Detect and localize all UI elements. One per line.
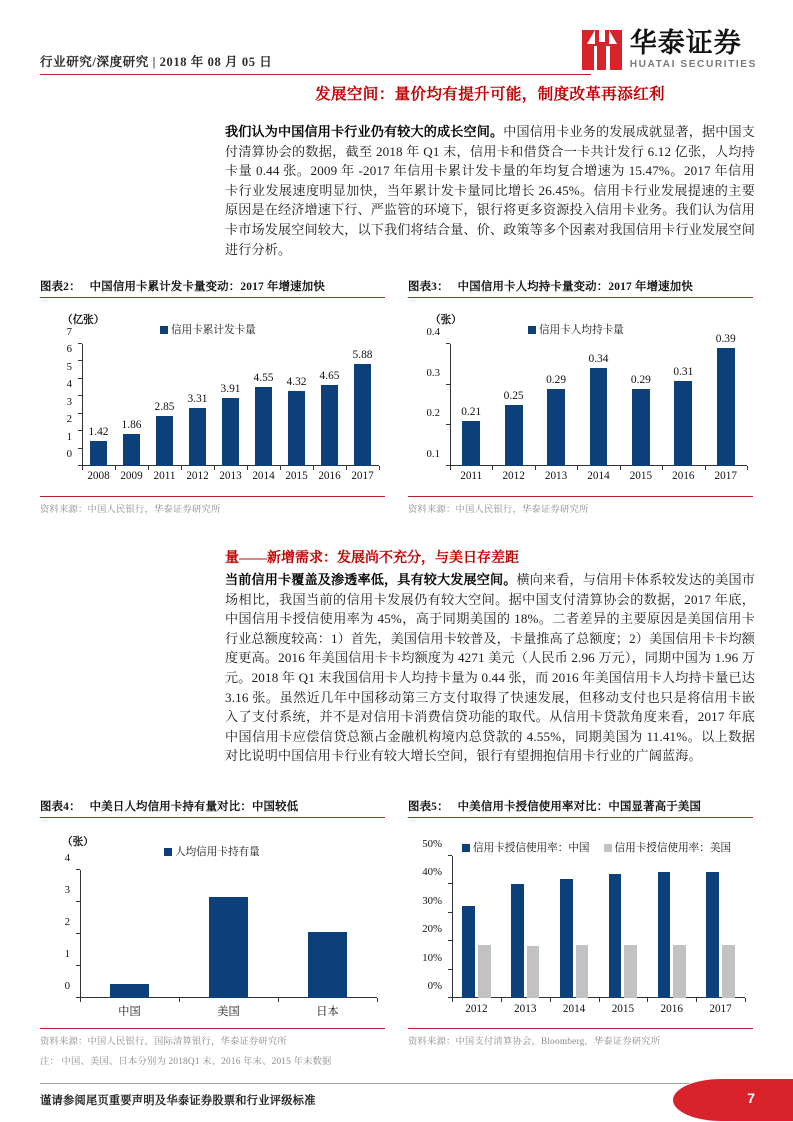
- y-tick-label: 20%: [422, 923, 442, 936]
- bar-group: [577, 344, 619, 466]
- x-tick-label: 2014: [252, 470, 275, 482]
- bar: [220, 382, 241, 466]
- bar: [253, 371, 274, 466]
- bar-value-label: 0.29: [630, 373, 651, 386]
- exhibit-2-source: 资料来源：中国人民银行，华泰证券研究所: [40, 496, 385, 515]
- x-tick-label: 2008: [87, 470, 110, 482]
- section-1-lead: 我们认为中国信用卡行业仍有较大的成长空间。: [225, 124, 504, 139]
- x-tick-label: 2014: [562, 1003, 586, 1015]
- bar-group: [247, 344, 280, 466]
- page-header: [40, 22, 757, 82]
- bar-value-label: 0.39: [715, 333, 736, 346]
- chart4-legend-label-0: 人均信用卡持有量: [175, 847, 260, 858]
- exhibit-5-number: 图表5：: [408, 801, 449, 813]
- bar-value-label: 0.25: [503, 390, 524, 402]
- x-tick-mark: [747, 466, 748, 470]
- section-2-lead: 当前信用卡覆盖及渗透率低，具有较大发展空间。: [225, 572, 517, 587]
- logo-english-name: HUATAI SECURITIES: [629, 58, 757, 70]
- exhibit-5-header: [408, 798, 753, 818]
- bar: [673, 945, 686, 998]
- bar-value-label: 0.34: [588, 353, 609, 366]
- chart5-legend: [462, 840, 741, 855]
- footer-divider: [40, 1083, 757, 1084]
- bar-value-label: 4.32: [286, 375, 307, 388]
- exhibit-chart3: [408, 278, 753, 515]
- x-tick-label: 2012: [186, 470, 209, 482]
- bar: [588, 353, 609, 466]
- brand-logo: [582, 22, 757, 78]
- exhibit-4-header: [40, 798, 385, 818]
- x-tick-label: 2009: [120, 470, 143, 482]
- bar: [546, 373, 567, 466]
- bar: [352, 348, 373, 466]
- section-2-body: 横向来看，与信用卡体系较发达的美国市场相比，我国当前的信用卡发展仍有较大空间。据中国支付清算协会的数据，2017 年底，中国信用卡授信使用率为 45%，高于同期美国的 18%。二者差异的主要原因是美国信用卡行业总额度较高：1）首先，美国信用卡较普及，卡量推高了总额度；2）美国信用卡卡均额度更高。2016 年美国信用卡卡均额度为 4271 美元（人民币 2.96 万元），同期中国为 1.96 万元。2018 年 Q1 末我国信用卡人均持卡量为 0.44 张，而 2016 年美国信用卡人均持卡量已达 3.16 张。虽然近几年中国移动第三方支付取得了快速发展，但移动支付也只是将信用卡嵌入了支付系统，并不是对信用卡消费信贷功能的取代。从信用卡贷款角度来看，2017 年底中国信用卡应偿信贷总额占金融机构境内总贷款的 4.55%，同期美国为 11.41%。以上数据对比说明中国信用卡行业有较大增长空间，银行有望拥抱信用卡行业的广阔蓝海。: [225, 572, 755, 764]
- chart4-unit-label: （张）: [62, 837, 94, 848]
- bar: [630, 373, 651, 466]
- bar: [462, 906, 475, 998]
- chart3-x-labels: [450, 470, 747, 482]
- x-tick-label: 2012: [465, 1003, 488, 1015]
- exhibit-5-body: [408, 818, 753, 1028]
- bar: [715, 333, 736, 466]
- exhibit-4-source: 资料来源：中国人民银行，国际清算银行，华泰证券研究所: [40, 1028, 385, 1047]
- bar: [88, 426, 109, 466]
- y-tick-label: 0.3: [426, 366, 440, 379]
- x-tick-label: 2013: [514, 1003, 537, 1015]
- bar-group: [705, 333, 747, 466]
- y-tick-label: 5: [66, 360, 72, 373]
- y-tick-label: 4: [66, 378, 72, 391]
- exhibit-3-body: [408, 298, 753, 496]
- bar: [286, 375, 307, 466]
- exhibit-chart2: [40, 278, 385, 515]
- bar: [722, 945, 735, 998]
- bar-group: [80, 870, 179, 998]
- bar: [576, 945, 589, 998]
- bar-group: [280, 344, 313, 466]
- x-tick-label: 中国: [118, 1006, 141, 1018]
- bar-group: [115, 344, 148, 466]
- x-tick-label: 2015: [611, 1003, 635, 1015]
- x-tick-label: 2013: [544, 470, 568, 482]
- x-tick-label: 2016: [672, 470, 695, 482]
- y-tick-label: 6: [66, 343, 72, 356]
- bar-group: [148, 344, 181, 466]
- exhibit-2-header: [40, 278, 385, 298]
- bar: [308, 932, 348, 998]
- x-tick-label: 2015: [285, 470, 308, 482]
- bar-group: [620, 344, 662, 466]
- exhibit-4-title: 中美日人均信用卡持有量对比：中国较低: [89, 801, 299, 813]
- x-tick-mark: [696, 998, 697, 1002]
- bar-group: [550, 856, 599, 998]
- chart3-bars: [450, 333, 747, 466]
- exhibit-chart5: [408, 798, 753, 1047]
- chart5-x-labels: [452, 1003, 745, 1015]
- exhibit-4-number: 图表4：: [40, 801, 81, 813]
- bar: [609, 874, 622, 998]
- x-tick-mark: [278, 998, 279, 1002]
- x-tick-mark: [377, 998, 378, 1002]
- section-1-paragraph: [225, 122, 755, 259]
- chart5-legend-label-0: 信用卡授信使用率：中国: [473, 843, 590, 854]
- chart2-unit-label: （亿张）: [62, 315, 105, 326]
- y-tick-label: 0: [64, 980, 70, 992]
- x-tick-label: 2017: [714, 470, 737, 482]
- x-tick-mark: [745, 998, 746, 1002]
- bar: [511, 884, 524, 998]
- y-tick-label: 50%: [422, 838, 442, 850]
- bar-group: [179, 870, 278, 998]
- bar-group: [662, 344, 704, 466]
- chart2-x-labels: [82, 470, 379, 482]
- exhibit-4-body: [40, 818, 385, 1028]
- y-tick-label: 7: [66, 326, 72, 338]
- section-1-body: 中国信用卡业务的发展成就显著，据中国支付清算协会的数据，截至 2018 年 Q1 末，信用卡和借贷合一卡共计发行 6.12 亿张，人均持卡量 0.44 张。2009 年 -2017 年信用卡累计发卡量的年均复合增速为 15.47%。2017 年信用卡行业发展速度明显加快，当年累计发卡量同比增长 26.45%。信用卡行业发展提速的主要原因是在经济增速下行、严监管的环境下，银行将更多资源投入信用卡业务。我们认为信用卡市场发展空间较大，以下我们将结合量、价、政策等多个因素对我国信用卡行业发展空间进行分析。: [225, 124, 755, 257]
- bar: [209, 897, 249, 998]
- bar: [560, 879, 573, 998]
- y-tick-label: 2: [66, 413, 72, 426]
- x-tick-mark: [452, 998, 453, 1002]
- y-tick-label: 0%: [427, 980, 442, 992]
- bar-group: [450, 344, 492, 466]
- exhibit-3-number: 图表3：: [408, 281, 449, 293]
- chart5-bars: [452, 856, 745, 998]
- x-tick-label: 2011: [153, 470, 176, 482]
- bar-group: [535, 344, 577, 466]
- bar-group: [313, 344, 346, 466]
- bar-value-label: 0.29: [546, 373, 567, 386]
- x-tick-label: 2015: [629, 470, 653, 482]
- footer-disclaimer: 谨请参阅尾页重要声明及华泰证券股票和行业评级标准: [40, 1095, 316, 1107]
- bar-group: [492, 344, 534, 466]
- x-tick-label: 日本: [316, 1006, 339, 1018]
- x-tick-label: 美国: [217, 1006, 240, 1018]
- breadcrumb: 行业研究/深度研究 | 2018 年 08 月 05 日: [40, 55, 273, 69]
- bar-value-label: 0.21: [461, 406, 482, 419]
- bar-value-label: 3.31: [187, 393, 208, 406]
- exhibit-2-title: 中国信用卡累计发卡量变动：2017 年增速加快: [89, 281, 325, 293]
- bar: [673, 365, 694, 466]
- y-tick-label: 0.1: [426, 448, 440, 460]
- section-1-title: 发展空间：量价均有提升可能，制度改革再添红利: [315, 86, 665, 103]
- bar-value-label: 4.65: [319, 369, 340, 382]
- x-tick-mark: [550, 998, 551, 1002]
- exhibit-chart4: [40, 798, 385, 1067]
- y-tick-label: 1: [64, 948, 70, 960]
- chart2-legend: [160, 322, 266, 337]
- bar: [658, 872, 671, 998]
- chart4-x-labels: [80, 1003, 377, 1019]
- page-number: 7: [747, 1090, 755, 1106]
- x-tick-mark: [80, 998, 81, 1002]
- exhibit-3-header: [408, 278, 753, 298]
- y-tick-label: 10%: [422, 951, 442, 964]
- bar: [624, 945, 637, 998]
- x-tick-label: 2017: [709, 1003, 732, 1015]
- y-tick-label: 3: [64, 884, 70, 896]
- bar-value-label: 4.55: [253, 371, 274, 384]
- exhibit-4-note: 注： 中国、美国、日本分别为 2018Q1 末、2016 年末、2015 年末数据: [40, 1057, 332, 1067]
- x-tick-label: 2016: [660, 1003, 683, 1015]
- chart5-legend-label-1: 信用卡授信使用率：美国: [614, 843, 732, 854]
- bar-group: [82, 344, 115, 466]
- logo-chinese-name: 华泰证券: [629, 27, 742, 58]
- y-tick-label: 1: [66, 430, 72, 443]
- chart4-legend: [164, 844, 270, 859]
- bar: [503, 390, 524, 466]
- bar: [706, 872, 719, 998]
- exhibit-2-body: [40, 298, 385, 496]
- y-tick-label: 4: [64, 852, 70, 864]
- bar-value-label: 0.31: [673, 365, 694, 378]
- bar: [187, 393, 208, 466]
- x-tick-label: 2012: [502, 470, 525, 482]
- exhibit-3-title: 中国信用卡人均持卡量变动：2017 年增速加快: [457, 281, 693, 293]
- bar-value-label: 3.91: [220, 382, 241, 395]
- x-tick-mark: [599, 998, 600, 1002]
- bar: [121, 418, 142, 466]
- bar-group: [598, 856, 647, 998]
- x-tick-label: 2017: [351, 470, 374, 482]
- bar-value-label: 1.42: [88, 426, 109, 439]
- y-tick-label: 0.4: [426, 326, 440, 338]
- chart4-x-ticks: [80, 998, 377, 1002]
- bar-group: [501, 856, 550, 998]
- bar-group: [647, 856, 696, 998]
- y-tick-label: 40%: [422, 866, 442, 879]
- huatai-logo-icon: [582, 30, 622, 70]
- chart2-legend-label-0: 信用卡累计发卡量: [171, 325, 256, 336]
- bar-group: [181, 344, 214, 466]
- y-tick-label: 0.2: [426, 407, 440, 420]
- section-2-paragraph: [225, 570, 755, 766]
- exhibit-3-source: 资料来源：中国人民银行，华泰证券研究所: [408, 496, 753, 515]
- bar-group: [696, 856, 745, 998]
- bar: [527, 946, 540, 998]
- y-tick-label: 30%: [422, 894, 442, 907]
- x-tick-label: 2016: [318, 470, 341, 482]
- header-divider: [40, 74, 591, 75]
- bar: [110, 984, 150, 998]
- bar-value-label: 2.85: [154, 401, 175, 414]
- bar-group: [346, 344, 379, 466]
- x-tick-label: 2011: [460, 470, 483, 482]
- x-tick-mark: [179, 998, 180, 1002]
- chart5-x-ticks: [452, 998, 745, 1002]
- bar: [319, 369, 340, 466]
- x-tick-mark: [379, 466, 380, 470]
- page-number-tab: [673, 1079, 793, 1121]
- x-tick-label: 2013: [219, 470, 242, 482]
- chart4-bars: [80, 870, 377, 998]
- chart2-bars: [82, 344, 379, 466]
- y-tick-label: 2: [64, 916, 70, 928]
- bar: [154, 401, 175, 466]
- y-tick-label: 0: [66, 448, 72, 460]
- x-tick-label: 2014: [587, 470, 610, 482]
- x-tick-mark: [647, 998, 648, 1002]
- bar-group: [214, 344, 247, 466]
- x-tick-mark: [501, 998, 502, 1002]
- chart3-unit-label: （张）: [430, 315, 462, 326]
- bar: [461, 406, 482, 466]
- chart3-legend: [528, 322, 634, 337]
- chart3-legend-label-0: 信用卡人均持卡量: [539, 325, 624, 336]
- section-2-title: 量——新增需求：发展尚不充分，与美日存差距: [225, 551, 519, 566]
- y-tick-label: 3: [66, 395, 72, 408]
- bar-group: [278, 870, 377, 998]
- exhibit-5-source: 资料来源：中国支付清算协会，Bloomberg，华泰证券研究所: [408, 1028, 753, 1047]
- exhibit-2-number: 图表2：: [40, 281, 81, 293]
- bar: [478, 945, 491, 998]
- bar-group: [452, 856, 501, 998]
- bar-value-label: 5.88: [352, 348, 373, 361]
- exhibit-5-title: 中美信用卡授信使用率对比：中国显著高于美国: [457, 801, 702, 813]
- bar-value-label: 1.86: [121, 418, 142, 431]
